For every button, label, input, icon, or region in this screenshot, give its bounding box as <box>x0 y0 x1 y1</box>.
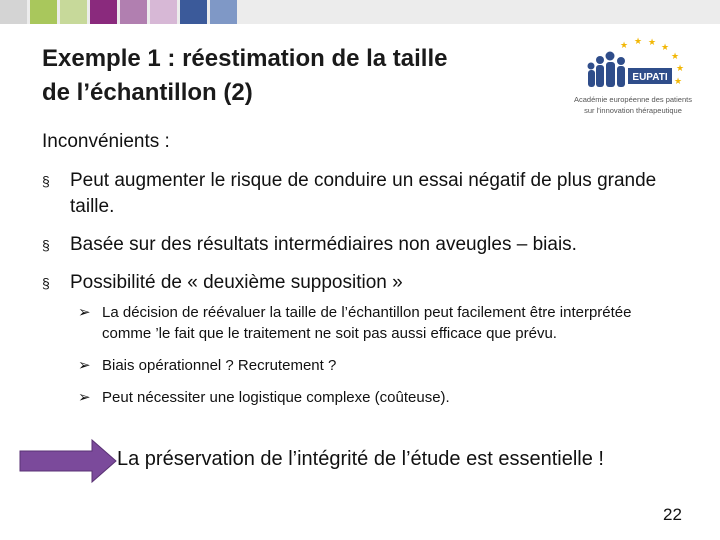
svg-text:★: ★ <box>661 42 670 52</box>
svg-text:★: ★ <box>634 36 643 46</box>
people-icon <box>588 52 626 88</box>
slide-title: Exemple 1 : réestimation de la taille de l’échantillon (2) <box>42 45 448 106</box>
square-bullet-icon: § <box>42 275 50 291</box>
logo-caption-line: Académie européenne des patients <box>573 95 692 104</box>
sub-bullet-text: La décision de réévaluer la taille de l’échantillon peut facilement être interprétée comme ’le fait que le traitement ne soit pas aussi efficace que prévu. <box>102 304 632 342</box>
svg-text:★: ★ <box>671 51 680 61</box>
section-heading: Inconvénients : <box>42 131 170 152</box>
square-bullet-icon: § <box>42 173 50 189</box>
arrowhead-bullet-icon: ➢ <box>78 389 91 406</box>
svg-text:★: ★ <box>674 76 683 86</box>
header-square <box>180 0 207 24</box>
square-bullet-icon: § <box>42 237 50 253</box>
page-number: 22 <box>663 505 682 524</box>
bullet-text: Possibilité de « deuxième supposition » <box>70 272 403 293</box>
header-square <box>120 0 147 24</box>
header-square <box>0 0 27 24</box>
header-square <box>30 0 57 24</box>
header-square <box>210 0 237 24</box>
sub-bullet-text: Biais opérationnel ? Recrutement ? <box>102 357 337 374</box>
header-square <box>150 0 177 24</box>
logo-brand-text: EUPATI <box>632 72 668 83</box>
logo-caption <box>548 94 718 116</box>
sub-bullet-item <box>78 387 678 408</box>
sub-bullet-list <box>78 302 678 419</box>
bullet-item <box>42 168 692 220</box>
arrowhead-bullet-icon: ➢ <box>78 304 91 321</box>
bullet-list <box>42 168 692 308</box>
sub-bullet-item <box>78 302 678 344</box>
svg-text:★: ★ <box>648 37 657 47</box>
bullet-text: Basée sur des résultats intermédiaires non aveugles – biais. <box>70 234 577 255</box>
header-square <box>60 0 87 24</box>
bullet-item <box>42 270 692 296</box>
bullet-text: Peut augmenter le risque de conduire un essai négatif de plus grande taille. <box>70 170 657 217</box>
svg-text:★: ★ <box>676 63 685 73</box>
arrowhead-bullet-icon: ➢ <box>78 357 91 374</box>
header-color-squares <box>0 0 240 24</box>
logo-caption-line: sur l'innovation thérapeutique <box>584 106 682 115</box>
sub-bullet-item <box>78 355 678 376</box>
sub-bullet-text: Peut nécessiter une logistique complexe (coûteuse). <box>102 389 450 406</box>
bullet-item <box>42 232 692 258</box>
right-arrow-icon <box>18 438 118 484</box>
header-square <box>90 0 117 24</box>
conclusion-text: La préservation de l’intégrité de l’étude est essentielle ! <box>117 448 604 470</box>
svg-text:★: ★ <box>620 40 629 50</box>
